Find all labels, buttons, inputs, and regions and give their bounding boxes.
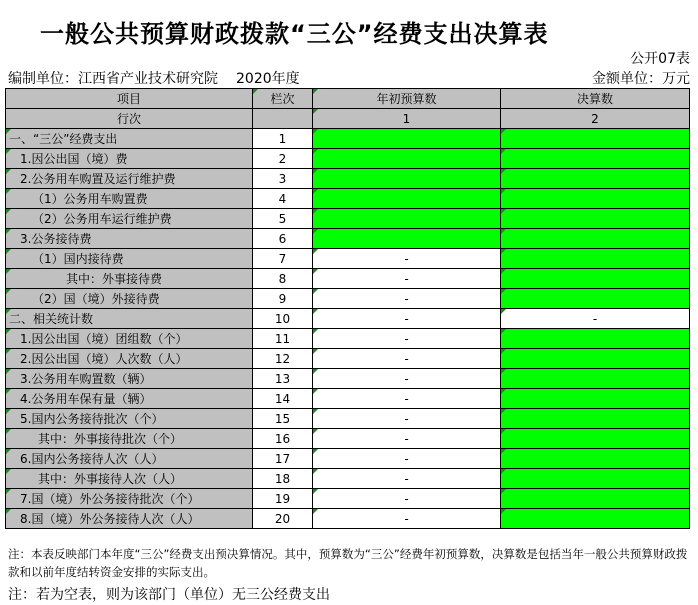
final-cell[interactable] bbox=[501, 489, 690, 509]
final-cell[interactable] bbox=[501, 509, 690, 529]
final-cell[interactable] bbox=[501, 369, 690, 389]
budget-cell[interactable]: - bbox=[313, 309, 501, 329]
budget-cell[interactable] bbox=[313, 149, 501, 169]
budget-cell[interactable] bbox=[313, 229, 501, 249]
row-index-seq[interactable] bbox=[253, 109, 313, 129]
footnote-description: 注：本表反映部门本年度“三公”经费支出预决算情况。其中，预算数为“三公”经费年初预算数，决算数是包括当年一般公共预算财政拨款和以前年度结转资金安排的实际支出。 bbox=[8, 547, 688, 579]
row-line-number[interactable]: 4 bbox=[253, 189, 313, 209]
row-line-number[interactable]: 3 bbox=[253, 169, 313, 189]
table-row bbox=[6, 349, 690, 369]
table-row bbox=[6, 469, 690, 489]
row-label[interactable]: 一、“三公”经费支出 bbox=[6, 129, 253, 149]
table-row bbox=[6, 269, 690, 289]
row-label[interactable]: 8.国（境）外公务接待人次（人） bbox=[6, 509, 253, 529]
row-line-number[interactable]: 6 bbox=[253, 229, 313, 249]
row-label[interactable]: （1）国内接待费 bbox=[6, 249, 253, 269]
row-label[interactable]: 其中：外事接待批次（个） bbox=[6, 429, 253, 449]
row-label[interactable]: 1.因公出国（境）团组数（个） bbox=[6, 329, 253, 349]
table-row bbox=[6, 409, 690, 429]
budget-cell[interactable]: - bbox=[313, 469, 501, 489]
header-item[interactable]: 项目 bbox=[6, 89, 253, 109]
row-label[interactable]: 3.公务用车购置数（辆） bbox=[6, 369, 253, 389]
final-cell[interactable] bbox=[501, 469, 690, 489]
row-line-number[interactable]: 1 bbox=[253, 129, 313, 149]
final-cell[interactable] bbox=[501, 429, 690, 449]
budget-cell[interactable]: - bbox=[313, 449, 501, 469]
row-label[interactable]: 2.因公出国（境）人次数（人） bbox=[6, 349, 253, 369]
row-line-number[interactable]: 10 bbox=[253, 309, 313, 329]
row-label[interactable]: 4.公务用车保有量（辆） bbox=[6, 389, 253, 409]
row-line-number[interactable]: 2 bbox=[253, 149, 313, 169]
row-label[interactable]: 6.国内公务接待人次（人） bbox=[6, 449, 253, 469]
budget-cell[interactable]: - bbox=[313, 289, 501, 309]
row-line-number[interactable]: 13 bbox=[253, 369, 313, 389]
row-line-number[interactable]: 5 bbox=[253, 209, 313, 229]
budget-cell[interactable]: - bbox=[313, 269, 501, 289]
row-label[interactable]: 其中：外事接待人次（人） bbox=[6, 469, 253, 489]
table-row bbox=[6, 429, 690, 449]
budget-cell[interactable] bbox=[313, 129, 501, 149]
footnote-empty-table: 注：若为空表，则为该部门（单位）无三公经费支出 bbox=[8, 587, 330, 603]
row-label[interactable]: （2）国（境）外接待费 bbox=[6, 289, 253, 309]
budget-cell[interactable]: - bbox=[313, 509, 501, 529]
final-cell[interactable] bbox=[501, 389, 690, 409]
budget-cell[interactable] bbox=[313, 209, 501, 229]
row-label[interactable]: 7.国（境）外公务接待批次（个） bbox=[6, 489, 253, 509]
row-label[interactable]: 二、相关统计数 bbox=[6, 309, 253, 329]
header-final[interactable]: 决算数 bbox=[501, 89, 690, 109]
final-cell[interactable] bbox=[501, 209, 690, 229]
final-cell[interactable] bbox=[501, 409, 690, 429]
table-row bbox=[6, 309, 690, 329]
row-line-number[interactable]: 17 bbox=[253, 449, 313, 469]
budget-cell[interactable]: - bbox=[313, 429, 501, 449]
table-row bbox=[6, 229, 690, 249]
table-row bbox=[6, 209, 690, 229]
row-label[interactable]: 5.国内公务接待批次（个） bbox=[6, 409, 253, 429]
final-cell[interactable] bbox=[501, 229, 690, 249]
table-row bbox=[6, 189, 690, 209]
fiscal-year: 2020年度 bbox=[236, 71, 300, 87]
header-seq[interactable]: 栏次 bbox=[253, 89, 313, 109]
table-row bbox=[6, 369, 690, 389]
table-row bbox=[6, 149, 690, 169]
final-cell[interactable] bbox=[501, 249, 690, 269]
row-index-final[interactable]: 2 bbox=[501, 109, 690, 129]
page-title: 一般公共预算财政拨款“三公”经费支出决算表 bbox=[40, 20, 549, 48]
table-row bbox=[6, 249, 690, 269]
table-row bbox=[6, 489, 690, 509]
row-label[interactable]: （2）公务用车运行维护费 bbox=[6, 209, 253, 229]
row-label[interactable]: （1）公务用车购置费 bbox=[6, 189, 253, 209]
table-row bbox=[6, 289, 690, 309]
row-line-number[interactable]: 9 bbox=[253, 289, 313, 309]
row-index bbox=[6, 109, 690, 129]
row-line-number[interactable]: 12 bbox=[253, 349, 313, 369]
amount-unit: 金额单位：万元 bbox=[592, 71, 690, 87]
final-cell[interactable] bbox=[501, 169, 690, 189]
final-cell[interactable] bbox=[501, 269, 690, 289]
budget-cell[interactable]: - bbox=[313, 489, 501, 509]
budget-cell[interactable]: - bbox=[313, 369, 501, 389]
table-row bbox=[6, 169, 690, 189]
budget-cell[interactable] bbox=[313, 169, 501, 189]
row-line-number[interactable]: 16 bbox=[253, 429, 313, 449]
row-label[interactable]: 1.因公出国（境）费 bbox=[6, 149, 253, 169]
budget-cell[interactable]: - bbox=[313, 409, 501, 429]
row-line-number[interactable]: 8 bbox=[253, 269, 313, 289]
row-line-number[interactable]: 20 bbox=[253, 509, 313, 529]
budget-cell[interactable]: - bbox=[313, 389, 501, 409]
table-row bbox=[6, 509, 690, 529]
row-index-budget[interactable]: 1 bbox=[313, 109, 501, 129]
organization-label: 编制单位：江西省产业技术研究院 bbox=[8, 71, 218, 87]
row-label[interactable]: 3.公务接待费 bbox=[6, 229, 253, 249]
final-cell[interactable] bbox=[501, 149, 690, 169]
final-cell[interactable] bbox=[501, 289, 690, 309]
row-label[interactable]: 其中：外事接待费 bbox=[6, 269, 253, 289]
organization-line bbox=[8, 68, 300, 88]
budget-cell[interactable] bbox=[313, 189, 501, 209]
budget-cell[interactable]: - bbox=[313, 329, 501, 349]
final-cell[interactable] bbox=[501, 329, 690, 349]
budget-cell[interactable]: - bbox=[313, 349, 501, 369]
row-line-number[interactable]: 18 bbox=[253, 469, 313, 489]
row-line-number[interactable]: 19 bbox=[253, 489, 313, 509]
table-row bbox=[6, 329, 690, 349]
budget-cell[interactable]: - bbox=[313, 249, 501, 269]
form-number: 公开07表 bbox=[630, 51, 690, 67]
row-line-number[interactable]: 14 bbox=[253, 389, 313, 409]
final-cell[interactable]: - bbox=[501, 309, 690, 329]
table-row bbox=[6, 449, 690, 469]
row-label[interactable]: 2.公务用车购置及运行维护费 bbox=[6, 169, 253, 189]
final-cell[interactable] bbox=[501, 449, 690, 469]
expense-table bbox=[5, 88, 690, 529]
header-budget[interactable]: 年初预算数 bbox=[313, 89, 501, 109]
row-line-number[interactable]: 11 bbox=[253, 329, 313, 349]
final-cell[interactable] bbox=[501, 349, 690, 369]
table-row bbox=[6, 129, 690, 149]
header-row bbox=[6, 89, 690, 109]
row-line-number[interactable]: 15 bbox=[253, 409, 313, 429]
table-row bbox=[6, 389, 690, 409]
final-cell[interactable] bbox=[501, 189, 690, 209]
row-line-number[interactable]: 7 bbox=[253, 249, 313, 269]
final-cell[interactable] bbox=[501, 129, 690, 149]
row-index-label[interactable]: 行次 bbox=[6, 109, 253, 129]
